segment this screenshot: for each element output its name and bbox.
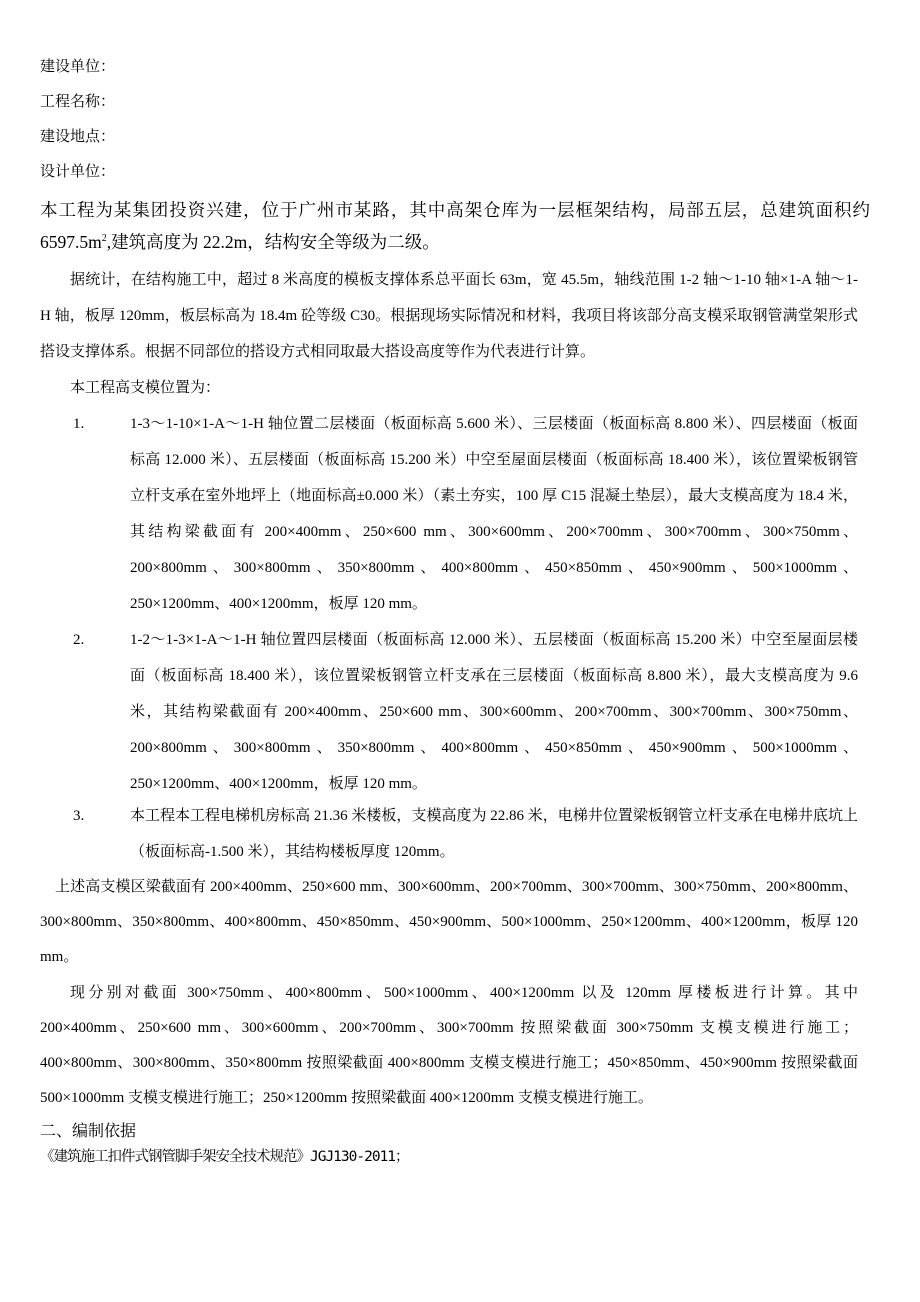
list-item-text: 1-3～1-10×1-A～1-H 轴位置二层楼面（板面标高 5.600 米）、三层楼面（板面标高 8.800 米）、四层楼面（板面标高 12.000 米）、五层楼面（板面标高 15.200 米）中空至屋面层楼面（板面标高 18.400 米），该位置梁板钢管立杆支承在室外地坪上（地面标高±0.000 米）（素土夯实，100 厚 C15 混凝土垫层），最大支模高度为 18.4 米，其结构梁截面有 200×400mm、250×600 mm、300×600mm、200×700mm、300×700mm、300×750mm、200×800mm、300×800mm、350×800mm、400×800mm、450×850mm、450×900mm、500×1000mm、250×1200mm、400×1200mm，板厚 120 mm。	[130, 416, 858, 612]
field-construction-unit: 建设单位：	[40, 59, 116, 75]
overview-text-b: ,建筑高度为 22.2m，结构安全等级为二级。	[106, 232, 440, 252]
section-heading: 二、编制依据	[40, 1123, 137, 1140]
list-item-text: 本工程本工程电梯机房标高 21.36 米楼板，支模高度为 22.86 米，电梯井位置梁板钢管立杆支承在电梯井底坑上（板面标高-1.500 米），其结构楼板厚度 120mm。	[130, 808, 858, 860]
overview-text-a: 本工程为某集团投资兴建，位于广州市某路，其中高架仓库为一层框架结构，局部五层，总建筑面积约 6597.5m	[40, 200, 870, 252]
statistics-paragraph: 据统计，在结构施工中，超过 8 米高度的模板支撑体系总平面长 63m，宽 45.5m，轴线范围 1-2 轴～1-10 轴×1-A 轴～1-H 轴，板厚 120mm，板层标高为 18.4m 砼等级 C30。根据现场实际情况和材料，我项目将该部分高支模采取钢管满堂架形式搭设支撑体系。根据不同部位的搭设方式相同取最大搭设高度等作为代表进行计算。	[40, 272, 858, 360]
reference-standard: 《建筑施工扣件式钢管脚手架安全技术规范》JGJ130-2011；	[40, 1149, 409, 1165]
list-item	[40, 406, 858, 622]
calculation-paragraph: 现分别对截面 300×750mm、400×800mm、500×1000mm、400×1200mm 以及 120mm 厚楼板进行计算。其中 200×400mm、250×600 mm、300×600mm、200×700mm、300×700mm 按照梁截面 300×750mm 支模支模进行施工；400×800mm、300×800mm、350×800mm 按照梁截面 400×800mm 支模支模进行施工；450×850mm、450×900mm 按照梁截面 500×1000mm 支模支模进行施工；250×1200mm 按照梁截面 400×1200mm 支模支模进行施工。	[40, 985, 858, 1106]
field-project-name: 工程名称：	[40, 94, 116, 110]
list-item-number: 1.	[73, 416, 85, 432]
beam-sections-summary: 上述高支模区梁截面有 200×400mm、250×600 mm、300×600mm、200×700mm、300×700mm、300×750mm、200×800mm、300×800mm、350×800mm、400×800mm、450×850mm、450×900mm、500×1000mm、250×1200mm、400×1200mm，板厚 120 mm。	[40, 879, 858, 965]
list-item-number: 3.	[73, 808, 85, 824]
list-item	[40, 622, 858, 802]
list-item-text: 1-2～1-3×1-A～1-H 轴位置四层楼面（板面标高 12.000 米）、五层楼面（板面标高 15.200 米）中空至屋面层楼面（板面标高 18.400 米），该位置梁板钢管立杆支承在三层楼面（板面标高 8.800 米），最大支模高度为 9.6 米，其结构梁截面有 200×400mm、250×600 mm、300×600mm、200×700mm、300×700mm、300×750mm、200×800mm、300×800mm、350×800mm、400×800mm、450×850mm、450×900mm、500×1000mm、250×1200mm、400×1200mm，板厚 120 mm。	[130, 632, 858, 792]
area-unit-superscript: 2	[101, 233, 107, 245]
field-construction-site: 建设地点：	[40, 129, 116, 145]
project-overview	[40, 194, 870, 258]
positions-title: 本工程高支模位置为：	[70, 380, 221, 396]
list-item-number: 2.	[73, 632, 85, 648]
field-design-unit: 设计单位：	[40, 164, 116, 180]
list-item	[40, 798, 858, 870]
